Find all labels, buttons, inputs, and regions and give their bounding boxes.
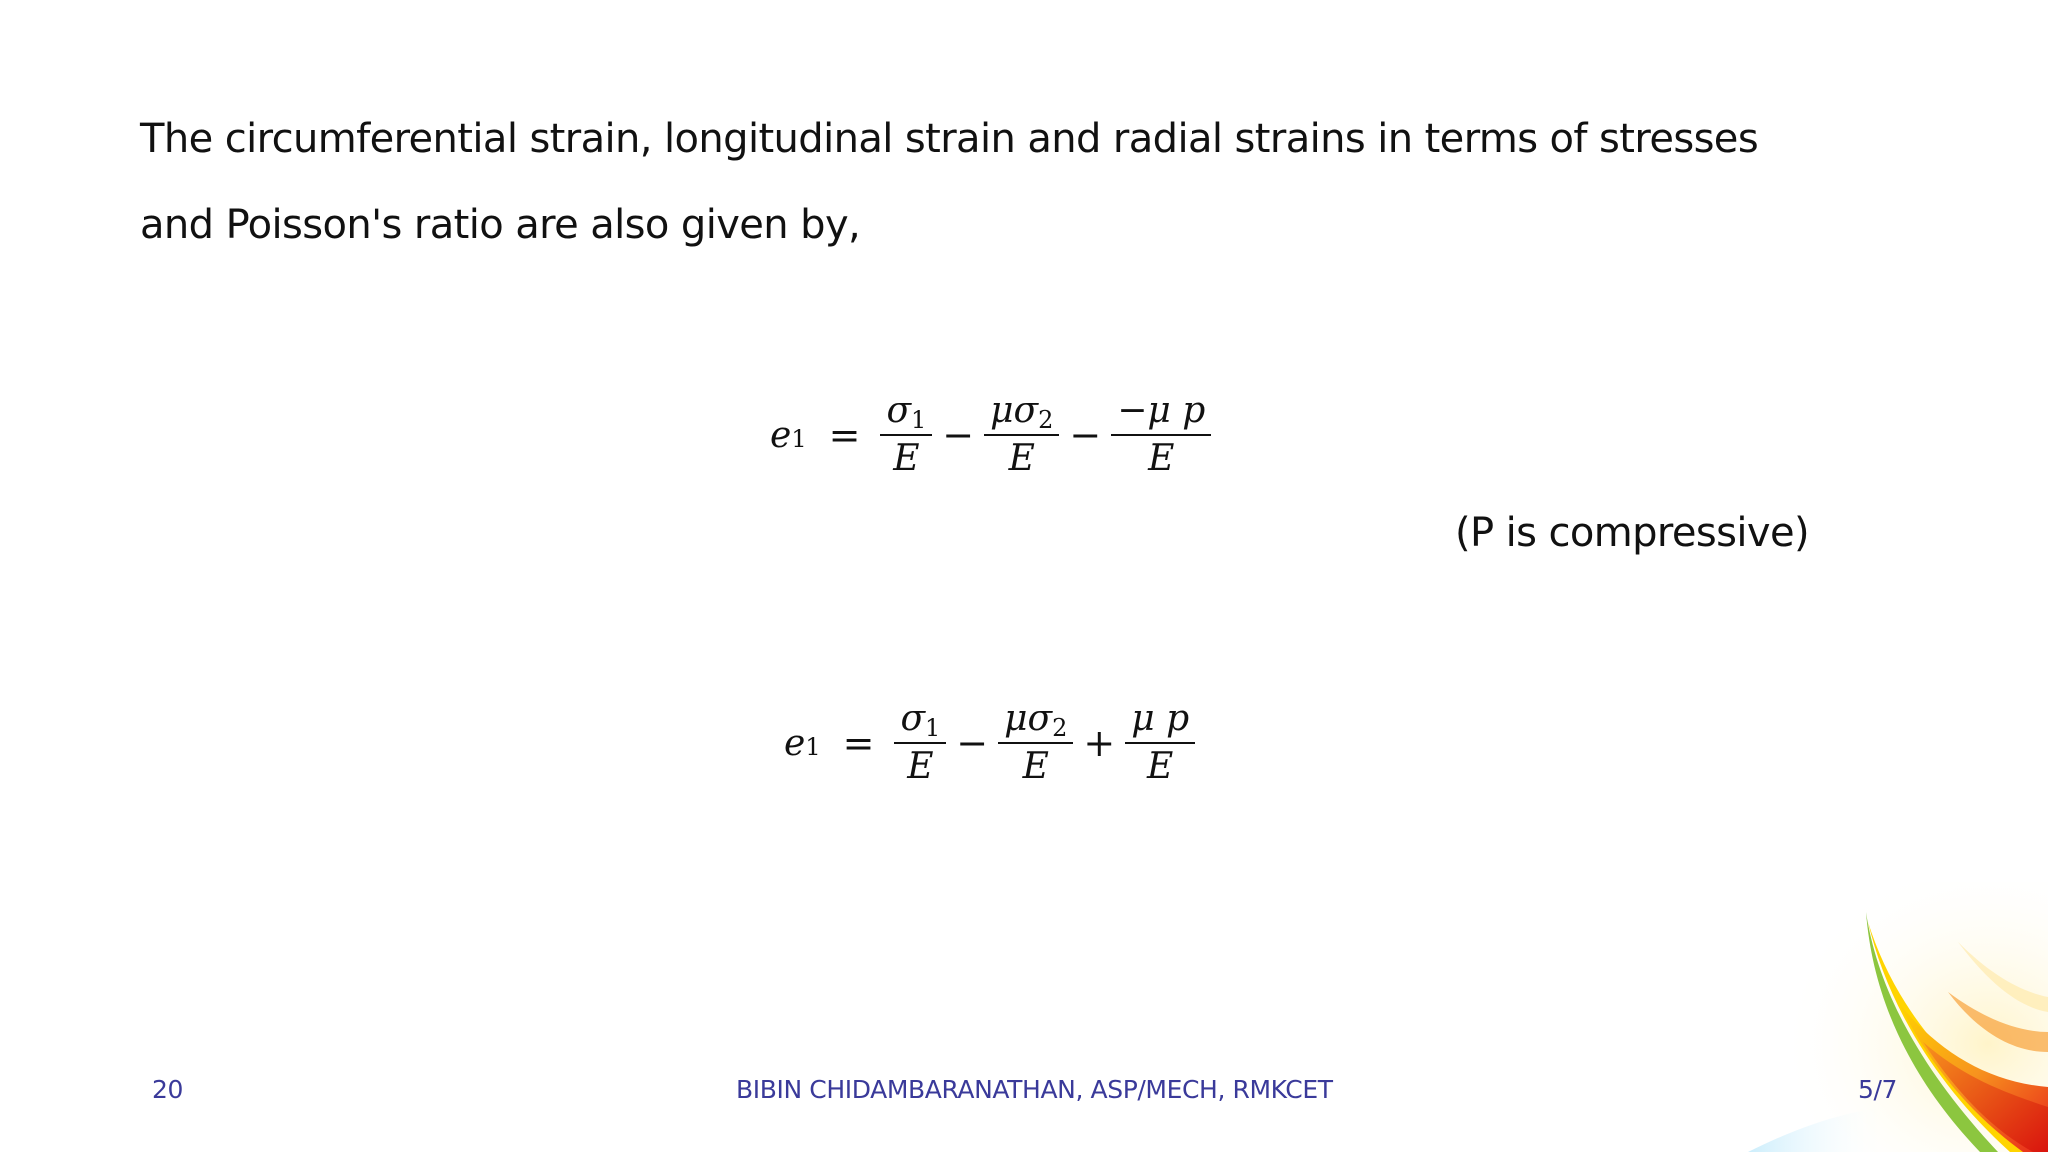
fraction-neg-mu-p-over-E [1111,388,1211,482]
numerator [998,696,1073,742]
denominator: E [893,438,920,479]
numerator-subscript: 2 [1052,714,1068,742]
intro-text-line-1: The circumferential strain, longitudinal strain and radial strains in terms of stresses [140,116,1759,162]
denominator: E [1008,438,1035,479]
lhs-variable: e [784,722,806,764]
numerator: −μ p [1117,390,1206,431]
equals-sign: = [828,413,861,457]
denominator: E [1022,746,1049,787]
plus-operator: + [1083,721,1116,765]
lhs-variable: e [770,414,792,456]
numerator-variable: μσ [990,390,1039,431]
denominator: E [1148,438,1175,479]
denominator: E [907,746,934,787]
numerator [894,696,946,742]
numerator [880,388,932,434]
numerator-variable: σ [886,390,912,431]
equation-2 [784,696,1197,790]
equation-2-lhs: e 1 [784,722,821,764]
decorative-swoosh [1748,882,2048,1152]
minus-operator: − [956,721,989,765]
compressive-note: (P is compressive) [1455,510,1809,556]
footer-page-number: 20 [152,1075,184,1104]
denominator: E [1147,746,1174,787]
fraction-sigma1-over-E [880,388,932,482]
numerator-variable: σ [900,698,926,739]
numerator [984,388,1059,434]
numerator-subscript: 1 [925,714,941,742]
footer-date: 5/7 [1858,1075,1898,1104]
footer-author: BIBIN CHIDAMBARANATHAN, ASP/MECH, RMKCET [736,1075,1333,1104]
fraction-mu-p-over-E [1125,696,1195,790]
fraction-sigma1-over-E [894,696,946,790]
fraction-mu-sigma2-over-E [998,696,1073,790]
equation-1 [770,388,1213,482]
equation-1-lhs: e 1 [770,414,807,456]
minus-operator: − [1069,413,1102,457]
fraction-mu-sigma2-over-E [984,388,1059,482]
equals-sign: = [842,721,875,765]
minus-operator: − [942,413,975,457]
numerator-variable: μσ [1004,698,1053,739]
numerator-subscript: 2 [1038,406,1054,434]
numerator: μ p [1131,698,1190,739]
numerator-subscript: 1 [911,406,927,434]
intro-text-line-2: and Poisson's ratio are also given by, [140,202,861,248]
